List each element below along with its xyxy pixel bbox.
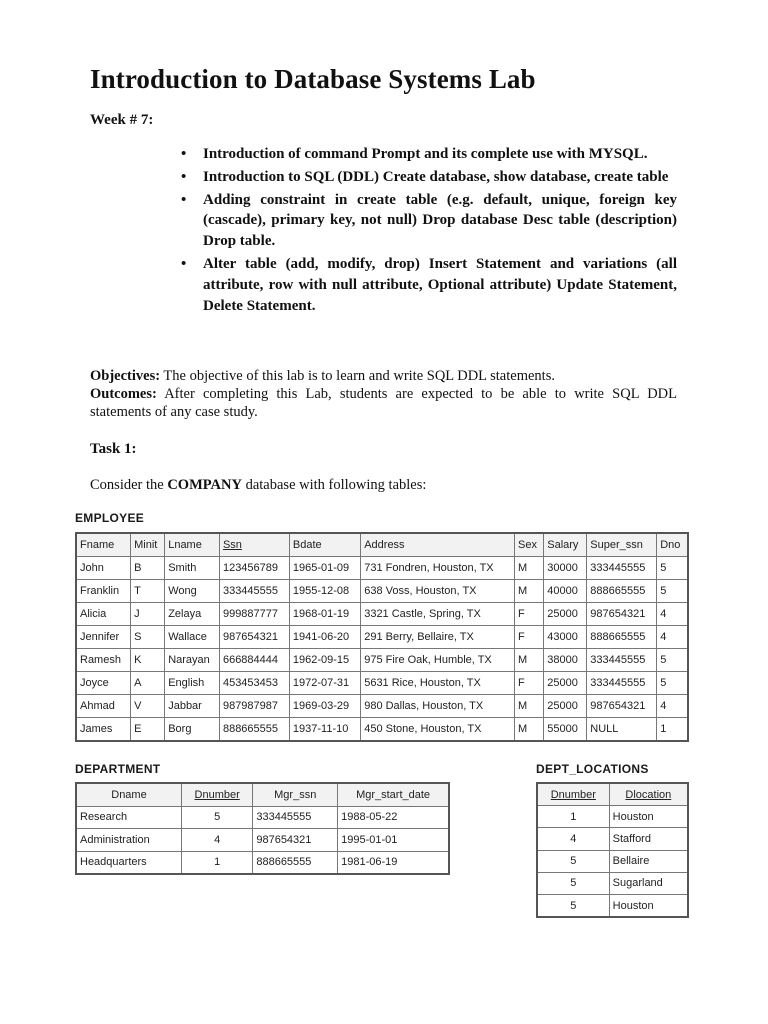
department-table [75,782,450,875]
table-cell: 38000 [544,649,587,672]
table-cell: Wallace [165,626,220,649]
topic-text: Adding constraint in create table (e.g. default, unique, foreign key (cascade), primary key, not null) Drop database Desc table (description) Drop table. [203,191,677,250]
table-cell: 291 Berry, Bellaire, TX [361,626,515,649]
table-row [76,626,688,649]
table-cell: T [131,580,165,603]
table-cell: 888665555 [587,580,657,603]
table-row [537,894,688,917]
table-cell: 333445555 [587,672,657,695]
table-cell: 1981-06-19 [338,851,449,874]
table-cell: 987987987 [219,695,289,718]
topic-text: Alter table (add, modify, drop) Insert Statement and variations (all attribute, row with null attribute, Optional attribute) Update Statement, Delete Statement. [203,255,677,314]
table-cell: Ramesh [76,649,131,672]
table-cell: 1965-01-09 [289,557,360,580]
table-cell: Research [76,806,181,829]
employee-caption: EMPLOYEE [75,511,145,525]
objectives-label: Objectives: [90,368,161,384]
table-cell: M [514,718,543,742]
table-cell: Borg [165,718,220,742]
table-cell: Houston [609,894,688,917]
table-cell: 975 Fire Oak, Humble, TX [361,649,515,672]
table-cell: 4 [657,603,688,626]
dept-locations-table [536,782,689,918]
table-cell: 987654321 [253,829,338,852]
topic-item [181,190,677,252]
table-cell: Smith [165,557,220,580]
column-header: Address [361,533,515,557]
table-cell: 731 Fondren, Houston, TX [361,557,515,580]
table-cell: Zelaya [165,603,220,626]
table-row [537,872,688,894]
table-cell: Ahmad [76,695,131,718]
table-row [76,829,449,852]
dept-locations-caption: DEPT_LOCATIONS [536,762,649,776]
bullet-icon: • [181,191,187,208]
table-cell: 1937-11-10 [289,718,360,742]
table-cell: 1969-03-29 [289,695,360,718]
table-cell: 5 [657,672,688,695]
table-header-row [537,783,688,806]
column-header: Dlocation [609,783,688,806]
table-cell: John [76,557,131,580]
table-cell: Bellaire [609,850,688,872]
outcomes-label: Outcomes: [90,386,157,402]
table-cell: M [514,557,543,580]
table-row [537,850,688,872]
table-cell: 1941-06-20 [289,626,360,649]
table-cell: Sugarland [609,872,688,894]
table-cell: 25000 [544,603,587,626]
table-cell: 1 [181,851,252,874]
page-title: Introduction to Database Systems Lab [90,64,536,94]
table-cell: James [76,718,131,742]
table-row [76,603,688,626]
table-cell: 987654321 [587,695,657,718]
table-cell: Narayan [165,649,220,672]
table-cell: 1972-07-31 [289,672,360,695]
table-cell: 4 [657,626,688,649]
column-header: Minit [131,533,165,557]
table-cell: 1962-09-15 [289,649,360,672]
column-header: Ssn [219,533,289,557]
table-cell: 5 [537,894,609,917]
table-row [76,718,688,742]
table-cell: 43000 [544,626,587,649]
topic-item [181,144,677,165]
column-header: Sex [514,533,543,557]
table-cell: Alicia [76,603,131,626]
table-cell: M [514,580,543,603]
table-cell: Wong [165,580,220,603]
column-header: Mgr_start_date [338,783,449,806]
table-cell: 333445555 [587,557,657,580]
table-cell: 333445555 [219,580,289,603]
table-cell: B [131,557,165,580]
table-cell: 3321 Castle, Spring, TX [361,603,515,626]
consider-bold: COMPANY [167,477,242,493]
table-cell: English [165,672,220,695]
consider-after: database with following tables: [241,477,427,493]
table-cell: 25000 [544,695,587,718]
table-cell: F [514,626,543,649]
objectives-section [90,367,677,421]
table-cell: 1955-12-08 [289,580,360,603]
table-cell: 888665555 [587,626,657,649]
table-cell: 333445555 [587,649,657,672]
table-cell: 1968-01-19 [289,603,360,626]
topic-item [181,167,677,188]
consider-text [90,477,426,494]
column-header: Dnumber [181,783,252,806]
table-cell: 1 [657,718,688,742]
column-header: Mgr_ssn [253,783,338,806]
column-header: Dno [657,533,688,557]
column-header: Bdate [289,533,360,557]
topic-list [181,144,677,318]
outcomes-paragraph [90,385,677,421]
table-cell: 888665555 [253,851,338,874]
table-cell: Headquarters [76,851,181,874]
table-cell: 999887777 [219,603,289,626]
table-cell: 4 [657,695,688,718]
table-row [537,806,688,828]
table-cell: Joyce [76,672,131,695]
column-header: Dname [76,783,181,806]
table-cell: J [131,603,165,626]
objectives-paragraph [90,367,677,385]
table-cell: 30000 [544,557,587,580]
table-cell: V [131,695,165,718]
table-cell: Jennifer [76,626,131,649]
week-heading: Week # 7: [90,112,154,128]
column-header: Dnumber [537,783,609,806]
table-cell: NULL [587,718,657,742]
table-cell: 333445555 [253,806,338,829]
bullet-icon: • [181,255,187,272]
table-cell: 5 [657,580,688,603]
department-caption: DEPARTMENT [75,762,161,776]
table-row [76,695,688,718]
table-cell: 638 Voss, Houston, TX [361,580,515,603]
table-cell: M [514,649,543,672]
table-header-row [76,533,688,557]
table-cell: 980 Dallas, Houston, TX [361,695,515,718]
table-cell: 5 [537,850,609,872]
bullet-icon: • [181,168,187,185]
table-cell: 5 [537,872,609,894]
table-cell: 55000 [544,718,587,742]
table-cell: 123456789 [219,557,289,580]
employee-table [75,532,689,742]
table-cell: E [131,718,165,742]
topic-text: Introduction of command Prompt and its complete use with MYSQL. [203,146,648,162]
column-header: Lname [165,533,220,557]
table-row [76,557,688,580]
table-row [76,580,688,603]
table-cell: 5 [657,557,688,580]
table-cell: Jabbar [165,695,220,718]
table-cell: 25000 [544,672,587,695]
table-row [76,672,688,695]
table-cell: F [514,672,543,695]
table-cell: 453453453 [219,672,289,695]
table-header-row [76,783,449,806]
column-header: Salary [544,533,587,557]
table-cell: 4 [537,828,609,850]
table-cell: A [131,672,165,695]
outcomes-text: After completing this Lab, students are expected to be able to write SQL DDL statements of any case study. [90,386,677,420]
table-cell: F [514,603,543,626]
table-cell: 4 [181,829,252,852]
table-row [76,649,688,672]
objectives-text: The objective of this lab is to learn and write SQL DDL statements. [160,368,555,384]
table-cell: 5631 Rice, Houston, TX [361,672,515,695]
task-heading: Task 1: [90,441,137,457]
table-cell: S [131,626,165,649]
table-cell: 5 [657,649,688,672]
bullet-icon: • [181,146,187,162]
table-cell: Stafford [609,828,688,850]
table-cell: 987654321 [587,603,657,626]
table-cell: Franklin [76,580,131,603]
table-row [76,851,449,874]
table-row [76,806,449,829]
column-header: Super_ssn [587,533,657,557]
table-row [537,828,688,850]
table-cell: 40000 [544,580,587,603]
table-cell: 666884444 [219,649,289,672]
table-cell: 1 [537,806,609,828]
table-cell: 450 Stone, Houston, TX [361,718,515,742]
table-cell: 1995-01-01 [338,829,449,852]
table-cell: 888665555 [219,718,289,742]
table-cell: Houston [609,806,688,828]
table-cell: 987654321 [219,626,289,649]
table-cell: Administration [76,829,181,852]
table-cell: M [514,695,543,718]
topic-item [181,254,677,316]
table-cell: K [131,649,165,672]
column-header: Fname [76,533,131,557]
table-cell: 5 [181,806,252,829]
consider-before: Consider the [90,477,168,493]
topic-text: Introduction to SQL (DDL) Create database, show database, create table [203,168,669,185]
table-cell: 1988-05-22 [338,806,449,829]
